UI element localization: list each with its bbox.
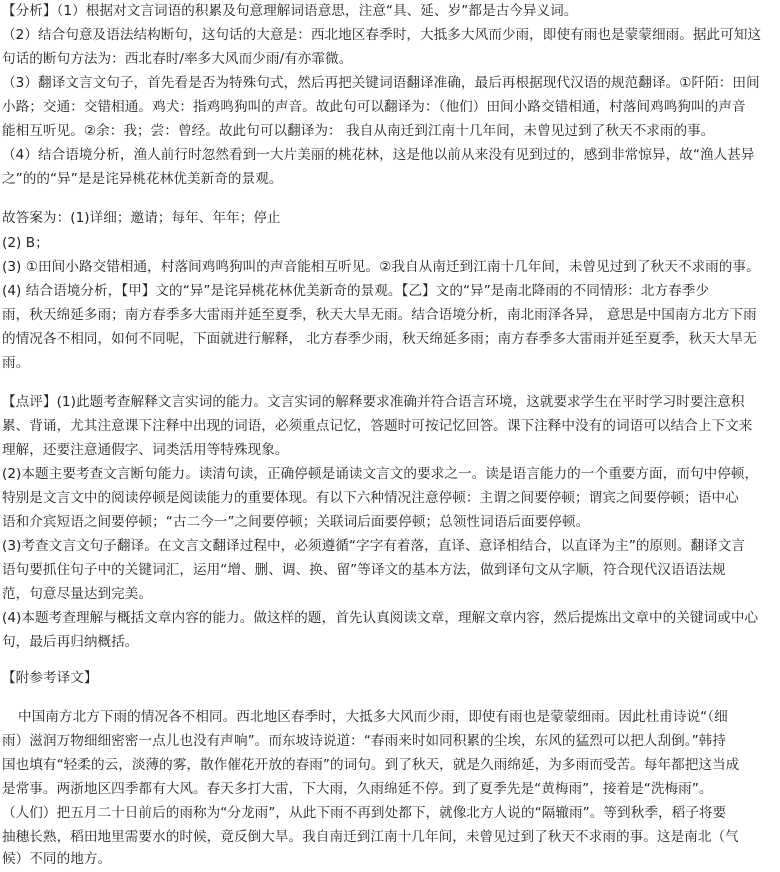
- analysis-line-5: 小路；交通：交错相通。鸡犬：指鸡鸣狗叫的声音。故此句可以翻译为：（他们）田间小路交错相通，村落间鸡鸣狗叫的声音: [2, 99, 746, 115]
- translation-line-6: 抽穗长熟，稻田地里需要水的时候，竟反倒大旱。我自南迁到江南十几年间，未曾见过到了秋天不求雨的事。这是南北（气: [2, 829, 739, 845]
- comment-line-7: (3)考查文言文句子翻译。在文言文翻译过程中，必须遵循“字字有着落，直译、意译相结合，以直译为主”的原则。翻译文言: [2, 538, 746, 554]
- comment-line-5: 特别是文言文中的阅读停顿是阅读能力的重要体现。有以下六种情况注意停顿：主谓之间要停顿；谓宾之间要停顿；语中心: [2, 490, 739, 506]
- analysis-line-6: 能相互听见。②余：我；尝：曾经。故此句可以翻译为： 我自从南迁到江南十几年间，未曾见过到了秋天不求雨的事。: [2, 123, 715, 139]
- comment-line-4: (2)本题主要考查文言断句能力。读清句读，正确停顿是诵读文言文的要求之一。读是语言能力的一个重要方面，而句中停顿，: [2, 466, 759, 482]
- translation-heading: 【附参考译文】: [2, 670, 98, 686]
- answer-line-1: 故答案为：(1)详细；邀请；每年、年年；停止: [2, 210, 281, 226]
- comment-line-2: 累、背诵，尤其注意课下注释中出现的词语，必须重点记忆，答题时可按记忆回答。课下注释中没有的词语可以结合上下文来: [2, 418, 753, 434]
- translation-line-3: 国也填有“轻柔的云，淡薄的雾，散作催花开放的春雨”的词句。到了秋天，就是久雨绵延，为多雨而受苦。每年都把这当成: [2, 757, 740, 773]
- analysis-line-4: （3）翻译文言文句子，首先看是否为特殊句式，然后再把关键词语翻译准确，最后再根据现代汉语的规范翻译。①阡陌：田间: [2, 75, 760, 91]
- translation-line-7: 候）不同的地方。: [2, 851, 112, 867]
- comment-line-10: (4)本题考查理解与概括文章内容的能力。做这样的题，首先认真阅读文章，理解文章内容，然后提炼出文章中的关键词或中心: [2, 610, 759, 626]
- analysis-line-1: 【分析】（1）根据对文言词语的积累及句意理解词语意思，注意“具、延、岁”都是古今异义词。: [2, 3, 578, 19]
- comment-line-6: 语和介宾短语之间要停顿；“古二今一”之间要停顿；关联词后面要停顿；总领性词语后面要停顿。: [2, 514, 590, 530]
- analysis-line-7: （4）结合语境分析，渔人前行时忽然看到一大片美丽的桃花林，这是他以前从来没有见到过的，感到非常惊异，故“渔人甚异: [2, 147, 755, 163]
- analysis-line-2: （2）结合句意及语法结构断句，这句话的大意是：西北地区春季时，大抵多大风而少雨，即使有雨也是蒙蒙细雨。据此可知这: [2, 27, 762, 43]
- comment-line-8: 语句要抓住句子中的关键词汇，运用“增、删、调、换、留”等译文的基本方法，做到译句文从字顺，符合现代汉语语法规: [2, 562, 726, 578]
- comment-line-11: 句，最后再归纳概括。: [2, 634, 139, 650]
- translation-line-4: 是常事。两浙地区四季都有大风。春天多打大雷，下大雨，久雨绵延不停。到了夏季先是“黄梅雨”，接着是“洗梅雨”。: [2, 781, 713, 797]
- translation-line-1: 中国南方北方下雨的情况各不相同。西北地区春季时，大抵多大风而少雨，即使有雨也是蒙蒙细雨。因此杜甫诗说“（细: [18, 709, 728, 725]
- comment-line-3: 理解，还要注意通假字、词类活用等特殊现象。: [2, 442, 289, 458]
- translation-line-5: （人们）把五月二十日前后的雨称为“分龙雨”，从此下雨不再到处都下，就像北方人说的“隔辙雨”。等到秋季，稻子将要: [2, 805, 727, 821]
- comment-line-9: 范，句意尽量达到完美。: [2, 586, 153, 602]
- answer-line-3: (3) ①田间小路交错相通，村落间鸡鸣狗叫的声音能相互听见。②我自从南迁到江南十几年间，未曾见过到了秋天不求雨的事。: [2, 259, 760, 275]
- answer-line-4: (4) 结合语境分析，【甲】文的“异”是诧异桃花林优美新奇的景观。【乙】文的“异”是南北降雨的不同情形：北方春季少: [2, 283, 710, 299]
- comment-line-1: 【点评】(1)此题考查解释文言实词的能力。文言实词的解释要求准确并符合语言环境，这就要求学生在平时学习时要注意积: [2, 394, 745, 410]
- translation-line-2: 雨）滋润万物细细密密一点儿也没有声响”。而东坡诗说道：“春雨来时如同积累的尘埃，东风的猛烈可以把人刮倒。”韩持: [2, 733, 726, 749]
- answer-line-5: 雨，秋天绵延多雨；南方春季多大雷雨并延至夏季，秋天大旱无雨。结合语境分析，南北雨泽各异， 意思是中国南方北方下雨: [2, 307, 757, 323]
- answer-line-6: 的情况各不相同，如何不同呢，下面就进行解释， 北方春季少雨，秋天绵延多雨；南方春季多大雷雨并延至夏季，秋天大旱无: [2, 331, 757, 347]
- answer-line-2: (2) B；: [2, 235, 49, 251]
- analysis-line-8: 之”的的“异”是是诧异桃花林优美新奇的景观。: [2, 171, 283, 187]
- analysis-line-3: 句话的断句方法为：西北春时/率多大风而少雨/有亦霏微。: [2, 51, 353, 67]
- answer-line-7: 雨。: [2, 355, 30, 371]
